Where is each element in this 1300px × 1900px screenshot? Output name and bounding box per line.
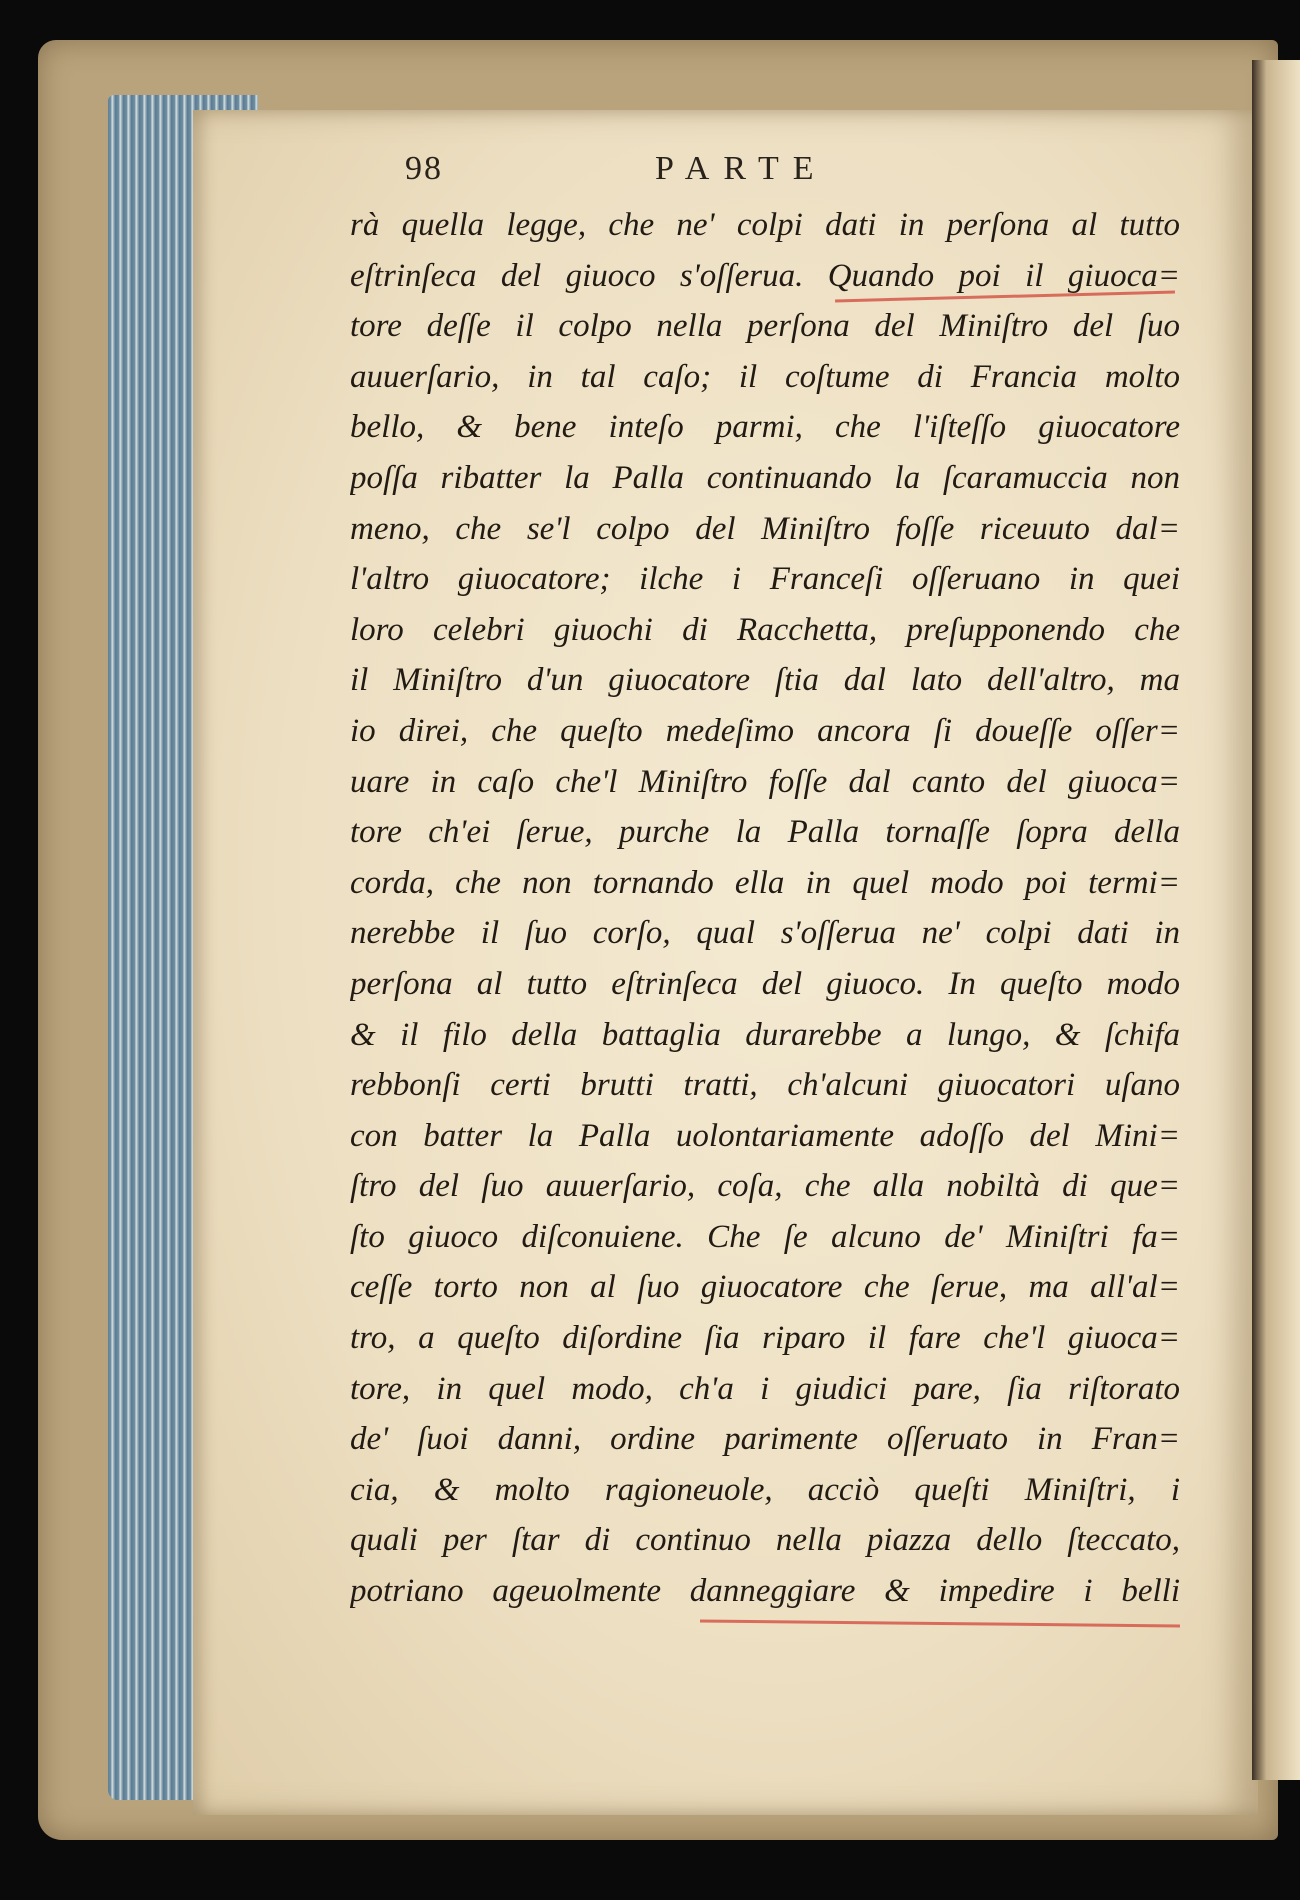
text-line: ſtro del ſuo auuerſario, coſa, che alla nobiltà di que= xyxy=(350,1168,1180,1205)
text-line: de' ſuoi danni, ordine parimente oſſeruato in Fran= xyxy=(350,1421,1180,1458)
text-line: il Miniſtro d'un giuocatore ſtia dal lato dell'altro, ma xyxy=(350,662,1180,699)
text-line: l'altro giuocatore; ilche i Franceſi oſſeruano in quei xyxy=(350,561,1180,598)
text-line: rà quella legge, che ne' colpi dati in perſona al tutto xyxy=(350,207,1180,243)
text-line: quali per ſtar di continuo nella piazza dello ſteccato, xyxy=(350,1522,1180,1559)
text-line: ceſſe torto non al ſuo giuocatore che ſerue, ma all'al= xyxy=(350,1269,1180,1306)
text-line: auuerſario, in tal caſo; il coſtume di Francia molto xyxy=(350,358,1180,395)
text-line: potriano ageuolmente danneggiare & impedire i belli xyxy=(350,1573,1180,1610)
text-line: corda, che non tornando ella in quel modo poi termi= xyxy=(350,864,1180,901)
text-line: cia, & molto ragioneuole, acciò queſti Miniſtri, i xyxy=(350,1471,1180,1508)
text-block xyxy=(350,200,1180,1617)
text-line: nerebbe il ſuo corſo, qual s'oſſerua ne' colpi dati in xyxy=(350,915,1180,952)
text-line: loro celebri giuochi di Racchetta, preſupponendo che xyxy=(350,611,1180,648)
page-number: 98 xyxy=(405,150,443,187)
text-line: & il filo della battaglia durarebbe a lungo, & ſchifa xyxy=(350,1016,1180,1053)
text-line: io direi, che queſto medeſimo ancora ſi doueſſe oſſer= xyxy=(350,712,1180,749)
text-line: meno, che se'l colpo del Miniſtro foſſe riceuuto dal= xyxy=(350,510,1180,547)
text-line: con batter la Palla uolontariamente adoſſo del Mini= xyxy=(350,1117,1180,1154)
text-line: uare in caſo che'l Miniſtro foſſe dal canto del giuoca= xyxy=(350,763,1180,800)
text-line: rebbonſi certi brutti tratti, ch'alcuni giuocatori uſano xyxy=(350,1067,1180,1104)
text-line: tore deſſe il colpo nella perſona del Miniſtro del ſuo xyxy=(350,308,1180,345)
text-line: perſona al tutto eſtrinſeca del giuoco. In queſto modo xyxy=(350,965,1180,1002)
running-head: PARTE xyxy=(655,150,828,187)
text-line: ſto giuoco diſconuiene. Che ſe alcuno de' Miniſtri fa= xyxy=(350,1218,1180,1255)
text-line: tore, in quel modo, ch'a i giudici pare, ſia riſtorato xyxy=(350,1370,1180,1407)
text-line: tore ch'ei ſerue, purche la Palla tornaſſe ſopra della xyxy=(350,814,1180,851)
page-header xyxy=(405,150,1005,200)
text-line: eſtrinſeca del giuoco s'oſſerua. Quando poi il giuoca= xyxy=(350,257,1180,294)
text-line: bello, & bene inteſo parmi, che l'iſteſſo giuocatore xyxy=(350,409,1180,446)
text-line: poſſa ribatter la Palla continuando la ſcaramuccia non xyxy=(350,459,1180,496)
text-line: tro, a queſto diſordine ſia riparo il fare che'l giuoca= xyxy=(350,1320,1180,1357)
facing-page-edge xyxy=(1252,60,1300,1780)
